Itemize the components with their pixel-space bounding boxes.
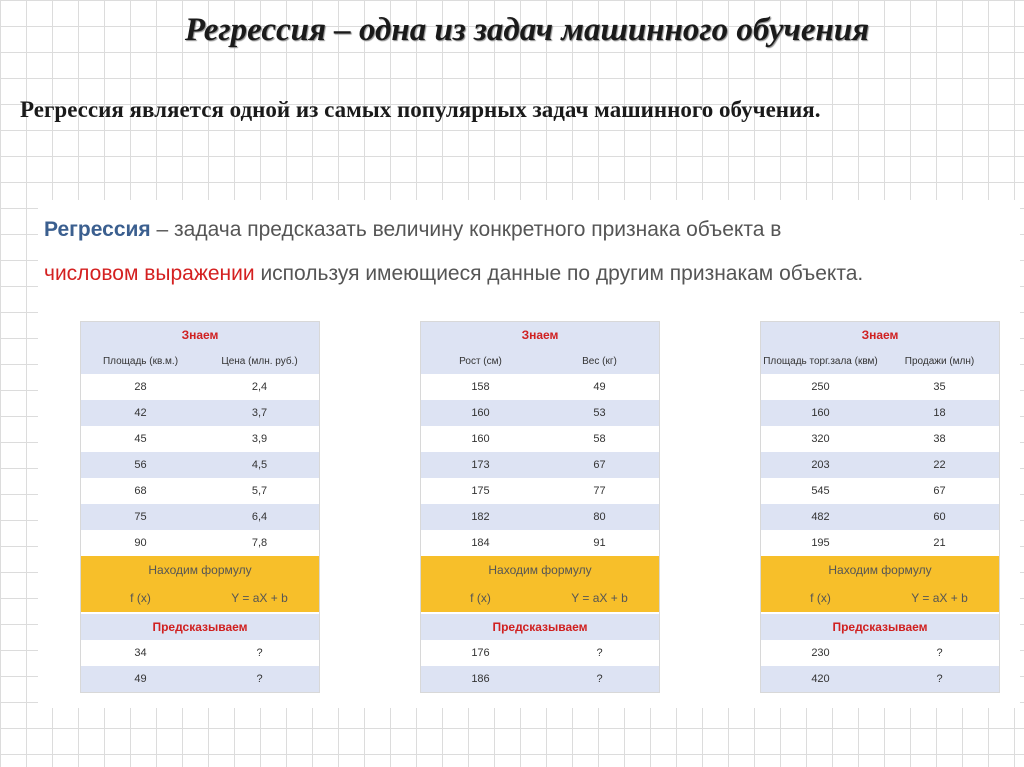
y-value: 80	[593, 511, 606, 523]
definition-text-2: используя имеющиеся данные по другим признакам объекта.	[254, 262, 864, 285]
x-value: 160	[471, 407, 490, 419]
y-value: ?	[936, 647, 943, 659]
x-value: 34	[134, 647, 147, 659]
x-value: 160	[811, 407, 830, 419]
predict-row	[81, 666, 319, 692]
x-value: 45	[134, 433, 147, 445]
function-label: f (x)	[810, 591, 831, 605]
definition-term: Регрессия	[44, 218, 151, 241]
known-header: Знаем	[761, 322, 999, 348]
y-value: 60	[933, 511, 946, 523]
x-value: 90	[134, 537, 147, 549]
x-value: 158	[471, 381, 490, 393]
table-row	[761, 400, 999, 426]
table-row	[421, 400, 659, 426]
table-row	[421, 504, 659, 530]
x-value: 173	[471, 459, 490, 471]
predict-row	[81, 640, 319, 666]
formula-header: Находим формулу	[421, 556, 659, 584]
y-value: 67	[933, 485, 946, 497]
known-header: Знаем	[421, 322, 659, 348]
x-value: 56	[134, 459, 147, 471]
x-value: 420	[811, 673, 830, 685]
x-value: 28	[134, 381, 147, 393]
formula-header: Находим формулу	[761, 556, 999, 584]
predict-header: Предсказываем	[81, 614, 319, 640]
intro-paragraph: Регрессия является одной из самых популярных задач машинного обучения.	[20, 97, 821, 122]
y-value: 91	[593, 537, 606, 549]
predict-row	[421, 666, 659, 692]
y-value: 3,7	[251, 407, 268, 419]
table-area-price	[80, 321, 320, 693]
y-value: ?	[596, 673, 603, 685]
column-header-x: Площадь торг.зала (квм)	[763, 355, 878, 367]
x-value: 184	[471, 537, 490, 549]
y-value: 6,4	[251, 511, 268, 523]
column-header-x: Рост (см)	[459, 355, 502, 367]
column-header-y: Вес (кг)	[582, 355, 617, 367]
known-header: Знаем	[81, 322, 319, 348]
table-row	[421, 530, 659, 556]
definition-highlight: числовом выражении	[44, 262, 255, 285]
table-row	[761, 374, 999, 400]
column-header-y: Продажи (млн)	[904, 355, 975, 367]
y-value: 49	[593, 381, 606, 393]
table-row	[81, 530, 319, 556]
y-value: ?	[936, 673, 943, 685]
y-value: 18	[933, 407, 946, 419]
table-row	[421, 374, 659, 400]
column-header-y: Цена (млн. руб.)	[221, 355, 298, 367]
formula-row	[761, 584, 999, 612]
x-value: 230	[811, 647, 830, 659]
table-row	[81, 374, 319, 400]
formula-header: Находим формулу	[81, 556, 319, 584]
table-row	[421, 426, 659, 452]
predict-row	[761, 640, 999, 666]
table-row	[761, 478, 999, 504]
y-value: 38	[933, 433, 946, 445]
y-value: 3,9	[251, 433, 268, 445]
table-row	[761, 530, 999, 556]
x-value: 186	[471, 673, 490, 685]
y-value: 4,5	[251, 459, 268, 471]
x-value: 49	[134, 673, 147, 685]
x-value: 203	[811, 459, 830, 471]
x-value: 195	[811, 537, 830, 549]
y-value: 2,4	[251, 381, 268, 393]
x-value: 482	[811, 511, 830, 523]
definition-text-1: – задача предсказать величину конкретного признака объекта в	[150, 218, 782, 241]
formula: Y = aX + b	[911, 591, 968, 605]
y-value: 35	[933, 381, 946, 393]
y-value: 77	[593, 485, 606, 497]
y-value: 7,8	[251, 537, 268, 549]
predict-header: Предсказываем	[761, 614, 999, 640]
definition	[44, 208, 1004, 296]
y-value: 21	[933, 537, 946, 549]
y-value: 53	[593, 407, 606, 419]
table-row	[421, 452, 659, 478]
x-value: 320	[811, 433, 830, 445]
column-header-x: Площадь (кв.м.)	[102, 355, 179, 367]
formula-row	[421, 584, 659, 612]
table-row	[81, 478, 319, 504]
function-label: f (x)	[130, 591, 151, 605]
table-row	[81, 452, 319, 478]
y-value: 22	[933, 459, 946, 471]
y-value: ?	[256, 673, 263, 685]
y-value: 67	[593, 459, 606, 471]
x-value: 75	[134, 511, 147, 523]
predict-row	[761, 666, 999, 692]
y-value: 58	[593, 433, 606, 445]
x-value: 250	[811, 381, 830, 393]
x-value: 160	[471, 433, 490, 445]
table-store-sales	[760, 321, 1000, 693]
column-header-row	[421, 348, 659, 374]
formula: Y = aX + b	[231, 591, 288, 605]
x-value: 42	[134, 407, 147, 419]
y-value: 5,7	[251, 485, 268, 497]
slide-title: Регрессия – одна из задач машинного обучения	[184, 12, 870, 48]
x-value: 175	[471, 485, 490, 497]
table-row	[81, 426, 319, 452]
predict-header: Предсказываем	[421, 614, 659, 640]
column-header-row	[81, 348, 319, 374]
y-value: ?	[256, 647, 263, 659]
x-value: 182	[471, 511, 490, 523]
x-value: 545	[811, 485, 830, 497]
table-row	[761, 426, 999, 452]
regression-panel	[38, 200, 1020, 708]
x-value: 68	[134, 485, 147, 497]
table-row	[761, 452, 999, 478]
table-row	[81, 504, 319, 530]
table-row	[421, 478, 659, 504]
table-row	[761, 504, 999, 530]
table-row	[81, 400, 319, 426]
y-value: ?	[596, 647, 603, 659]
table-height-weight	[420, 321, 660, 693]
predict-row	[421, 640, 659, 666]
function-label: f (x)	[470, 591, 491, 605]
x-value: 176	[471, 647, 490, 659]
formula: Y = aX + b	[571, 591, 628, 605]
column-header-row	[761, 348, 999, 374]
formula-row	[81, 584, 319, 612]
